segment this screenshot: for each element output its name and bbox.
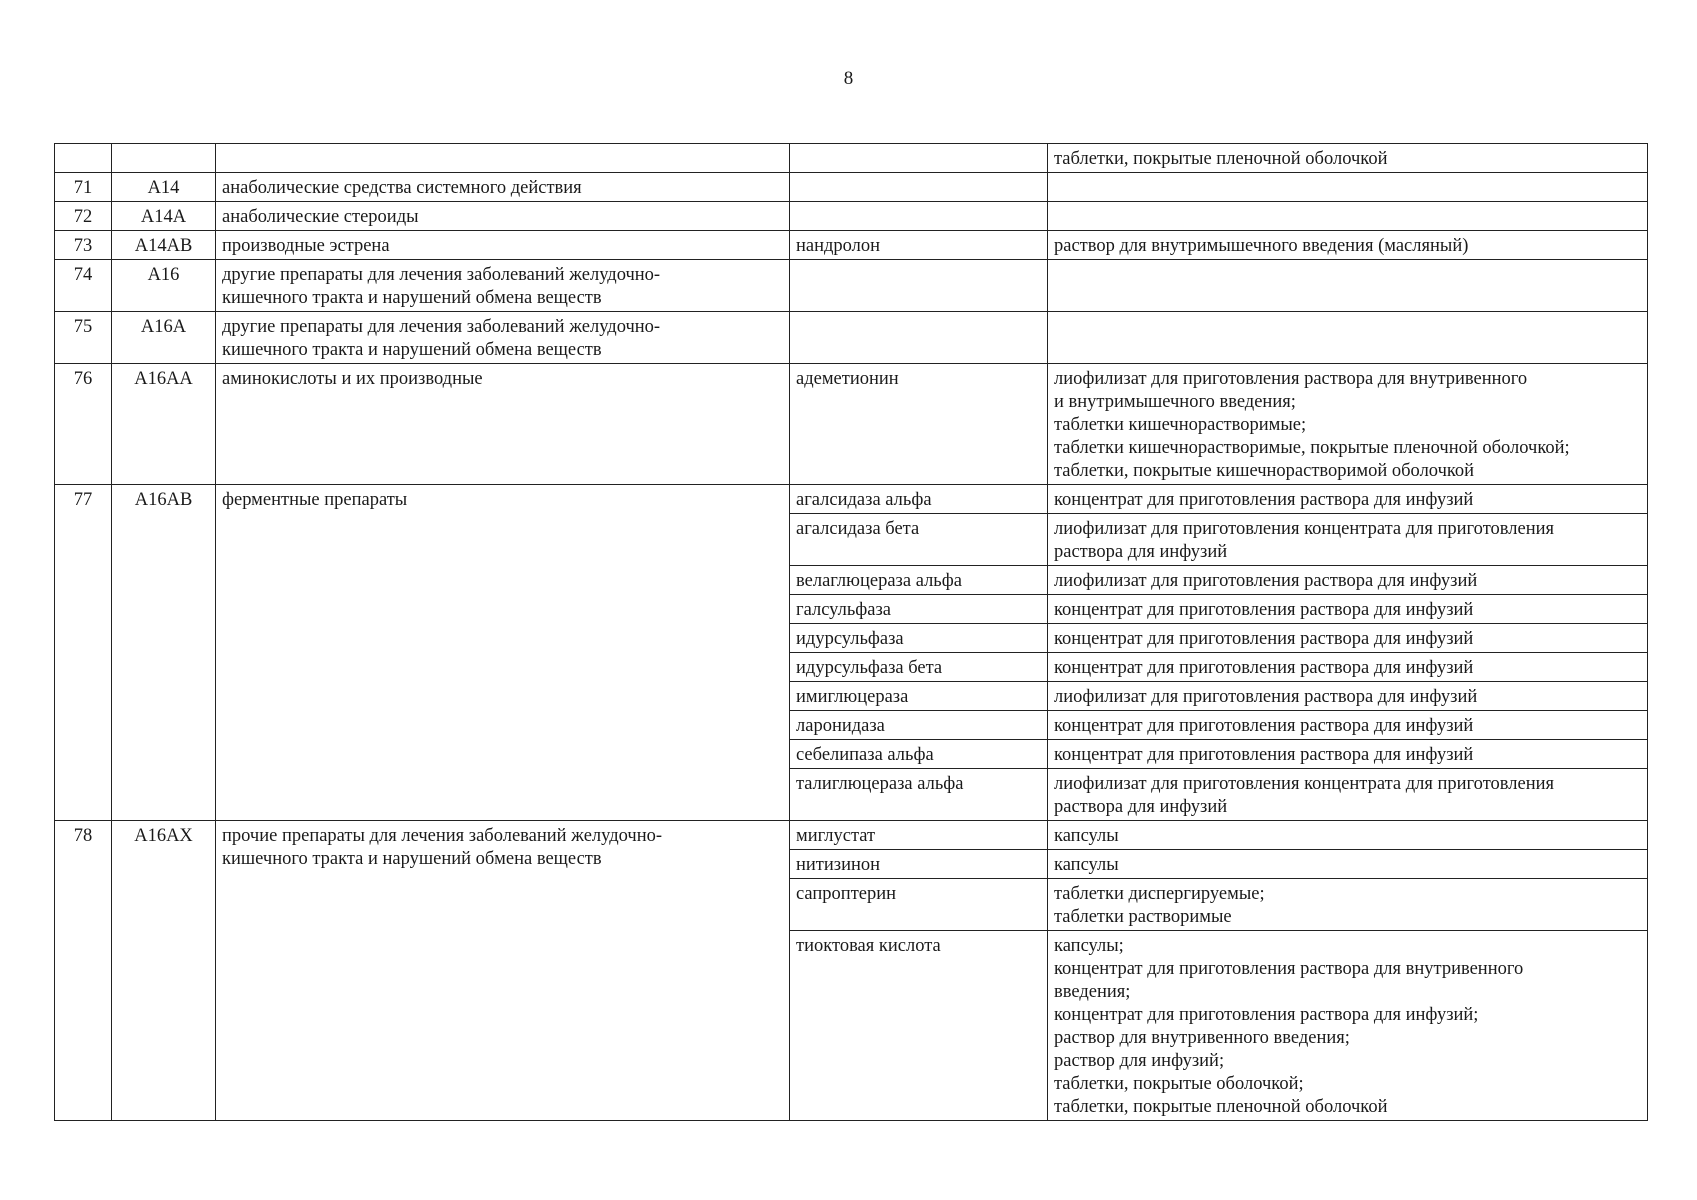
dosage-form: концентрат для приготовления раствора для инфузий [1054, 716, 1474, 736]
drug-name-cell [790, 595, 1048, 624]
drug-name-cell [790, 202, 1048, 231]
drug-name-cell-text: талиглюцераза альфа [796, 774, 964, 794]
drug-name-cell [790, 514, 1048, 566]
row-number-cell-text: 75 [73, 317, 93, 337]
dosage-forms-cell [1048, 485, 1648, 514]
drug-name-cell [790, 364, 1048, 485]
dosage-forms-cell [1048, 821, 1648, 850]
drug-name-cell-text: тиоктовая кислота [796, 936, 941, 956]
group-name-cell-text: производные эстрена [222, 236, 390, 256]
group-name-cell-text: прочие препараты для лечения заболеваний желудочно- кишечного тракта и нарушений обмена веществ [222, 826, 663, 869]
row-number-cell-text: 78 [73, 826, 93, 846]
dosage-form: концентрат для приготовления раствора для инфузий [1054, 745, 1474, 765]
row-number-cell-text: 71 [73, 178, 93, 198]
drug-name-cell-text: галсульфаза [796, 600, 891, 620]
dosage-form: концентрат для приготовления раствора для инфузий [1054, 490, 1474, 510]
atc-code-cell [112, 260, 216, 312]
dosage-form: концентрат для приготовления раствора для инфузий [1054, 658, 1474, 678]
drug-name-cell-text: сапроптерин [796, 884, 897, 904]
dosage-form: таблетки, покрытые пленочной оболочкой [1054, 1097, 1388, 1117]
row-number-cell-text: 73 [73, 236, 93, 256]
dosage-form: лиофилизат для приготовления раствора для внутривенного и внутримышечного введения; [1054, 369, 1528, 412]
dosage-forms-cell [1048, 931, 1648, 1121]
dosage-forms-cell [1048, 364, 1648, 485]
atc-code-cell [112, 364, 216, 485]
atc-code-cell-text: A16AX [134, 826, 193, 846]
drug-name-cell [790, 144, 1048, 173]
dosage-form: раствор для инфузий; [1054, 1051, 1225, 1071]
atc-code-cell [112, 231, 216, 260]
dosage-form: концентрат для приготовления раствора для внутривенного введения; [1054, 959, 1524, 1002]
row-number-cell [55, 231, 112, 260]
drug-name-cell [790, 879, 1048, 931]
drug-name-cell [790, 173, 1048, 202]
dosage-form: раствор для внутримышечного введения (масляный) [1054, 236, 1469, 256]
group-name-cell [216, 144, 790, 173]
drug-name-cell-text: миглустат [796, 826, 876, 846]
continuation-row [55, 144, 1648, 173]
dosage-forms-cell [1048, 769, 1648, 821]
drug-name-cell-text: ларонидаза [796, 716, 885, 736]
drug-name-cell [790, 312, 1048, 364]
row-number-cell-text: 74 [73, 265, 93, 285]
atc-code-cell [112, 821, 216, 1121]
dosage-form: капсулы [1054, 826, 1119, 846]
dosage-form: таблетки кишечнорастворимые, покрытые пленочной оболочкой; [1054, 438, 1570, 458]
drug-name-cell-text: имиглюцераза [796, 687, 909, 707]
atc-code-cell-text: A16A [140, 317, 187, 337]
dosage-forms-cell [1048, 682, 1648, 711]
dosage-forms-cell [1048, 514, 1648, 566]
atc-code-cell-text: A14A [140, 207, 187, 227]
drug-name-cell-text: нитизинон [796, 855, 881, 875]
dosage-forms-cell [1048, 231, 1648, 260]
dosage-forms-cell [1048, 144, 1648, 173]
drug-name-cell [790, 931, 1048, 1121]
row-number-cell [55, 260, 112, 312]
group-name-cell [216, 231, 790, 260]
dosage-form: лиофилизат для приготовления концентрата для приготовления раствора для инфузий [1054, 519, 1555, 562]
row-number-cell-text: 77 [73, 490, 93, 510]
dosage-form: таблетки, покрытые пленочной оболочкой [1054, 149, 1388, 169]
dosage-form: концентрат для приготовления раствора для инфузий; [1054, 1005, 1479, 1025]
group-name-cell-text: ферментные препараты [222, 490, 408, 510]
drug-name-cell [790, 485, 1048, 514]
atc-code-cell-text: A16AB [134, 490, 193, 510]
group-name-cell-text: анаболические стероиды [222, 207, 419, 227]
atc-code-cell [112, 144, 216, 173]
row-number-cell [55, 821, 112, 1121]
table-row [55, 821, 1648, 850]
drug-name-cell-text: нандролон [796, 236, 881, 256]
group-name-cell-text: аминокислоты и их производные [222, 369, 483, 389]
table-row [55, 231, 1648, 260]
drug-name-cell-text: идурсульфаза бета [796, 658, 943, 678]
dosage-form: лиофилизат для приготовления концентрата для приготовления раствора для инфузий [1054, 774, 1555, 817]
dosage-form: таблетки, покрытые оболочкой; [1054, 1074, 1304, 1094]
page-number: 8 [843, 68, 854, 89]
drug-name-cell-text: агалсидаза бета [796, 519, 920, 539]
drug-name-cell-text: себелипаза альфа [796, 745, 934, 765]
drug-name-cell-text: велаглюцераза альфа [796, 571, 962, 591]
group-name-cell [216, 821, 790, 1121]
row-number-cell [55, 144, 112, 173]
drug-table [54, 143, 1648, 1121]
dosage-forms-cell [1048, 740, 1648, 769]
drug-name-cell [790, 711, 1048, 740]
atc-code-cell [112, 485, 216, 821]
dosage-forms-cell [1048, 653, 1648, 682]
dosage-form: концентрат для приготовления раствора для инфузий [1054, 629, 1474, 649]
dosage-forms-cell [1048, 566, 1648, 595]
dosage-forms-cell [1048, 879, 1648, 931]
atc-code-cell-text: A16 [147, 265, 180, 285]
table-row [55, 312, 1648, 364]
atc-code-cell-text: A14AB [134, 236, 193, 256]
dosage-forms-cell [1048, 850, 1648, 879]
dosage-forms-cell [1048, 711, 1648, 740]
dosage-form: лиофилизат для приготовления раствора для инфузий [1054, 687, 1478, 707]
group-name-cell [216, 173, 790, 202]
atc-code-cell-text: A16AA [134, 369, 193, 389]
group-name-cell [216, 312, 790, 364]
dosage-forms-cell [1048, 173, 1648, 202]
drug-name-cell [790, 653, 1048, 682]
row-number-cell [55, 173, 112, 202]
atc-code-cell [112, 173, 216, 202]
table-body [55, 144, 1648, 1121]
dosage-form: таблетки кишечнорастворимые; [1054, 415, 1307, 435]
row-number-cell [55, 485, 112, 821]
row-number-cell-text: 76 [73, 369, 93, 389]
group-name-cell-text: анаболические средства системного действия [222, 178, 582, 198]
dosage-form: капсулы [1054, 855, 1119, 875]
atc-code-cell [112, 312, 216, 364]
atc-code-cell-text: A14 [147, 178, 180, 198]
table-row [55, 173, 1648, 202]
dosage-forms-cell [1048, 624, 1648, 653]
dosage-forms-cell [1048, 260, 1648, 312]
table-row [55, 202, 1648, 231]
drug-name-cell [790, 821, 1048, 850]
row-number-cell-text: 72 [73, 207, 93, 227]
drug-name-cell [790, 769, 1048, 821]
drug-name-cell [790, 260, 1048, 312]
drug-name-cell-text: адеметионин [796, 369, 899, 389]
atc-code-cell [112, 202, 216, 231]
dosage-forms-cell [1048, 312, 1648, 364]
dosage-form: таблетки, покрытые кишечнорастворимой оболочкой [1054, 461, 1475, 481]
dosage-form: капсулы; [1054, 936, 1124, 956]
group-name-cell-text: другие препараты для лечения заболеваний желудочно- кишечного тракта и нарушений обмена веществ [222, 317, 661, 360]
group-name-cell-text: другие препараты для лечения заболеваний желудочно- кишечного тракта и нарушений обмена веществ [222, 265, 661, 308]
row-number-cell [55, 364, 112, 485]
table-row [55, 260, 1648, 312]
table-row [55, 364, 1648, 485]
dosage-form: концентрат для приготовления раствора для инфузий [1054, 600, 1474, 620]
drug-name-cell [790, 682, 1048, 711]
table-row [55, 485, 1648, 514]
drug-name-cell-text: идурсульфаза [796, 629, 904, 649]
dosage-form: таблетки растворимые [1054, 907, 1232, 927]
drug-name-cell [790, 566, 1048, 595]
row-number-cell [55, 312, 112, 364]
dosage-forms-cell [1048, 202, 1648, 231]
group-name-cell [216, 485, 790, 821]
dosage-forms-cell [1048, 595, 1648, 624]
row-number-cell [55, 202, 112, 231]
group-name-cell [216, 202, 790, 231]
dosage-form: таблетки диспергируемые; [1054, 884, 1265, 904]
group-name-cell [216, 260, 790, 312]
drug-name-cell [790, 850, 1048, 879]
group-name-cell [216, 364, 790, 485]
drug-name-cell-text: агалсидаза альфа [796, 490, 932, 510]
drug-name-cell [790, 624, 1048, 653]
dosage-form: раствор для внутривенного введения; [1054, 1028, 1350, 1048]
dosage-form: лиофилизат для приготовления раствора для инфузий [1054, 571, 1478, 591]
drug-name-cell [790, 740, 1048, 769]
drug-name-cell [790, 231, 1048, 260]
